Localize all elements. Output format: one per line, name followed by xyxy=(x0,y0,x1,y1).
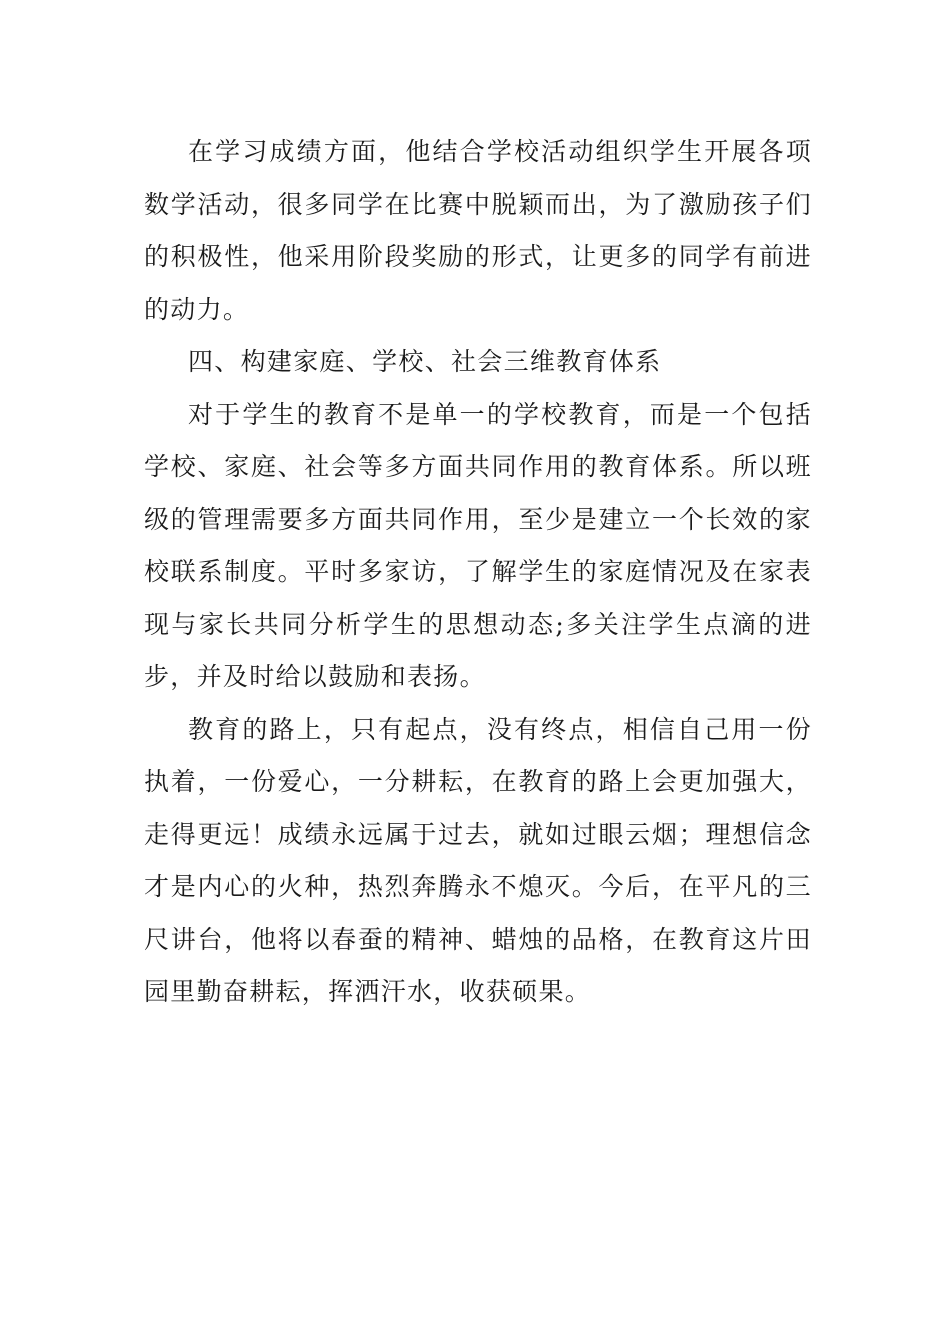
document-body xyxy=(144,126,812,1019)
section-heading-education-system: 四、构建家庭、学校、社会三维教育体系 xyxy=(188,347,662,376)
paragraph-study-achievements: 在学习成绩方面，他结合学校活动组织学生开展各项数学活动，很多同学在比赛中脱颖而出，为了激励孩子们的积极性，他采用阶段奖励的形式，让更多的同学有前进的动力。 xyxy=(144,137,812,324)
paragraph-closing: 教育的路上，只有起点，没有终点，相信自己用一份执着，一份爱心，一分耕耘，在教育的路上会更加强大，走得更远！成绩永远属于过去，就如过眼云烟；理想信念才是内心的火种，热烈奔腾永不熄灭。今后，在平凡的三尺讲台，他将以春蚕的精神、蜡烛的品格，在教育这片田园里勤奋耕耘，挥洒汗水，收获硕果。 xyxy=(144,714,812,1006)
paragraph-home-school-cooperation: 对于学生的教育不是单一的学校教育，而是一个包括学校、家庭、社会等多方面共同作用的教育体系。所以班级的管理需要多方面共同作用，至少是建立一个长效的家校联系制度。平时多家访，了解学生的家庭情况及在家表现与家长共同分析学生的思想动态;多关注学生点滴的进步，并及时给以鼓励和表扬。 xyxy=(144,399,812,691)
